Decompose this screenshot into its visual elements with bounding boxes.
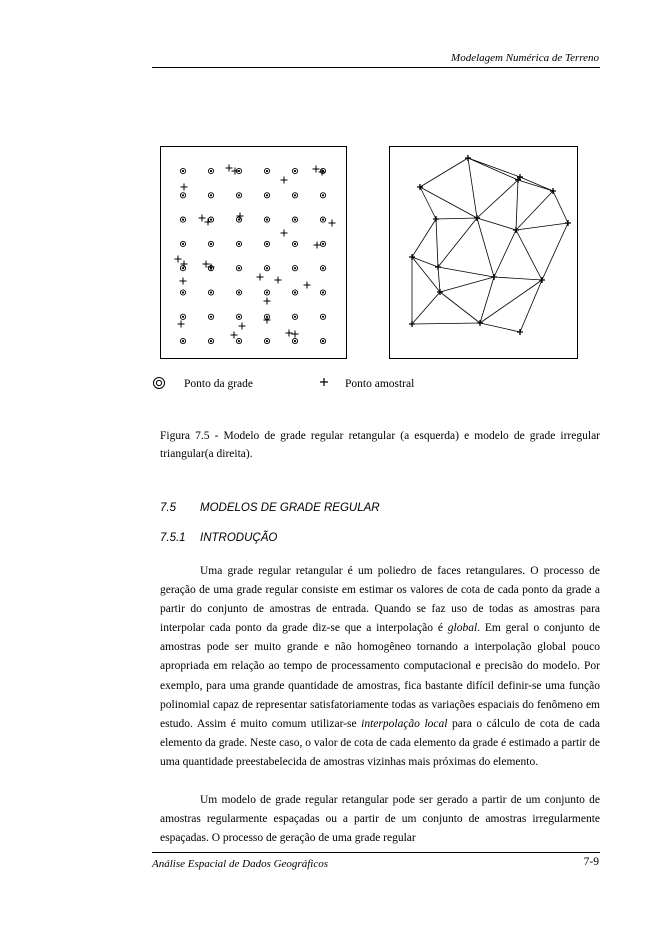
tin-edge: [516, 223, 568, 230]
section-heading: [160, 502, 380, 514]
tin-edge: [412, 292, 440, 324]
grid-point: [264, 193, 269, 198]
sample-point: [314, 242, 321, 249]
sample-point: [203, 261, 210, 268]
sample-point: [329, 220, 336, 227]
grid-point: [208, 290, 213, 295]
grid-point: [180, 193, 185, 198]
paragraph-1-part-2: . Em geral o conjunto de amostras pode ser muito grande e não homogêneo tornando a interpolação global pouco apropriada em relação ao tempo de processamento computacional e precisão do modelo. Por exemplo, para uma grande quantidade de amostras, fica bastante difícil definir-se uma função polinomial capaz de representar satisfatoriamente todas as variações espaciais do fenômeno em estudo. Assim é muito comum utilizar-se: [160, 622, 600, 730]
section-title: MODELOS DE GRADE REGULAR: [200, 502, 380, 514]
tin-edge: [468, 158, 520, 177]
sample-point: [275, 277, 282, 284]
sample-point: [199, 215, 206, 222]
grid-point: [264, 290, 269, 295]
tin-edge: [477, 180, 518, 218]
tin-vertex: [539, 277, 545, 283]
figure-caption: Figura 7.5 - Modelo de grade regular retangular (a esquerda) e modelo de grade irregular triangular(a direita).: [160, 430, 600, 460]
grid-point: [320, 241, 325, 246]
tin-edge: [518, 180, 553, 191]
grid-point: [264, 217, 269, 222]
grid-point: [208, 339, 213, 344]
grid-point: [208, 314, 213, 319]
tin-edges: [412, 158, 568, 332]
grid-point: [320, 290, 325, 295]
tin-panel: [390, 147, 578, 359]
grid-point: [180, 241, 185, 246]
tin-edge: [468, 158, 477, 218]
tin-edge: [440, 277, 494, 292]
tin-edge: [520, 177, 553, 191]
tin-edge: [477, 218, 516, 230]
tin-edge: [516, 191, 553, 230]
grid-point: [264, 168, 269, 173]
subsection-heading: [160, 532, 277, 544]
tin-edge: [412, 323, 480, 324]
figure-7-5: [150, 140, 590, 365]
grid-point: [292, 168, 297, 173]
grid-point: [208, 217, 213, 222]
grid-point: [236, 217, 241, 222]
grid-point: [180, 266, 185, 271]
tin-edge: [480, 323, 520, 332]
sample-point: [239, 323, 246, 330]
tin-edge: [436, 218, 477, 219]
sample-point: [281, 177, 288, 184]
legend-grid-label: Ponto da grade: [184, 378, 253, 390]
regular-grid-panel: [161, 147, 347, 359]
sample-point: [175, 256, 182, 263]
grid-point: [264, 266, 269, 271]
grid-point: [292, 290, 297, 295]
grid-point: [320, 266, 325, 271]
tin-edge: [438, 218, 477, 267]
section-number: 7.5: [160, 502, 176, 514]
sample-point: [180, 278, 187, 285]
grid-point: [180, 217, 185, 222]
grid-point: [236, 290, 241, 295]
tin-edge: [542, 223, 568, 280]
tin-vertex: [433, 216, 439, 222]
sample-point: [319, 169, 326, 176]
tin-vertices: [409, 155, 571, 335]
grid-point: [264, 339, 269, 344]
grid-point: [264, 241, 269, 246]
sample-point: [304, 282, 311, 289]
grid-point: [180, 290, 185, 295]
tin-edge: [553, 191, 568, 223]
footer-rule: [152, 852, 600, 853]
sample-point-icon: [318, 376, 330, 388]
grid-point: [208, 241, 213, 246]
paragraph-2: [160, 791, 600, 848]
tin-vertex: [491, 274, 497, 280]
tin-vertex: [565, 220, 571, 226]
grid-point: [180, 339, 185, 344]
sample-point: [264, 298, 271, 305]
tin-edge: [420, 187, 477, 218]
grid-point: [236, 314, 241, 319]
grid-point-icon: [152, 376, 166, 390]
sample-point: [313, 166, 320, 173]
grid-point: [320, 217, 325, 222]
sample-points: [175, 165, 336, 339]
paragraph-1-emphasis-global: global: [447, 622, 478, 635]
grid-point: [292, 339, 297, 344]
tin-edge: [436, 219, 438, 267]
tin-edge: [516, 180, 518, 230]
grid-point: [292, 266, 297, 271]
tin-edge: [412, 219, 436, 257]
tin-edge: [494, 277, 542, 280]
grid-point: [320, 168, 325, 173]
grid-point: [208, 168, 213, 173]
grid-point: [180, 314, 185, 319]
sample-point: [226, 165, 233, 172]
grid-point: [180, 168, 185, 173]
sample-point: [231, 332, 238, 339]
tin-edge: [477, 218, 494, 277]
tin-edge: [438, 267, 440, 292]
sample-point: [292, 331, 299, 338]
footer-book-title: Análise Espacial de Dados Geográficos: [152, 858, 328, 870]
paragraph-1-emphasis-local: interpolação local: [361, 717, 448, 730]
grid-point: [292, 217, 297, 222]
tin-edge: [516, 230, 542, 280]
grid-point: [292, 193, 297, 198]
legend-sample-label: Ponto amostral: [345, 378, 415, 390]
paragraph-2-text: Um modelo de grade regular retangular pode ser gerado a partir de um conjunto de amostras regularmente espaçadas ou a partir de um conjunto de amostras irregularmente espaçadas. O processo de geração de uma grade regular: [160, 794, 600, 845]
page-number: 7-9: [583, 856, 599, 868]
tin-edge: [438, 267, 494, 277]
grid-point: [236, 193, 241, 198]
sample-point: [281, 230, 288, 237]
tin-edge: [420, 158, 468, 187]
tin-vertex: [417, 184, 423, 190]
regular-grid-points: [180, 168, 325, 343]
grid-point: [320, 193, 325, 198]
sample-point: [257, 274, 264, 281]
subsection-number: 7.5.1: [160, 532, 186, 544]
header-rule: [152, 67, 600, 68]
tin-edge: [440, 292, 480, 323]
sample-point: [237, 213, 244, 220]
sample-point: [178, 321, 185, 328]
tin-edge: [494, 230, 516, 277]
grid-point: [208, 193, 213, 198]
tin-vertex: [465, 155, 471, 161]
grid-point: [292, 241, 297, 246]
grid-point: [320, 339, 325, 344]
tin-edge: [480, 277, 494, 323]
tin-edge: [468, 158, 518, 180]
paragraph-1: [160, 562, 600, 772]
grid-point: [292, 314, 297, 319]
tin-vertex: [517, 329, 523, 335]
paragraph-1-part-3: para o cálculo de cota de cada elemento da grade. Neste caso, o valor de cota de cada elemento da grade é estimado a partir de uma quantidade preestabelecida de amostras vizinhas mais próximas do elemento.: [160, 717, 601, 768]
sample-point: [286, 330, 293, 337]
running-header: Modelagem Numérica de Terreno: [451, 52, 599, 64]
sample-point: [181, 184, 188, 191]
grid-point: [236, 241, 241, 246]
grid-point: [320, 314, 325, 319]
grid-point: [236, 266, 241, 271]
paragraph-1-part-1: Uma grade regular retangular é um poliedro de faces retangulares. O processo de geração de uma grade regular consiste em estimar os valores de cota de cada ponto da grade a partir do conjunto de amostras de entrada. Quando se faz uso de todas as amostras para interpolar cada ponto da grade diz-se que a interpolação é: [160, 565, 600, 635]
subsection-title: INTRODUÇÃO: [200, 532, 278, 544]
grid-point: [236, 339, 241, 344]
